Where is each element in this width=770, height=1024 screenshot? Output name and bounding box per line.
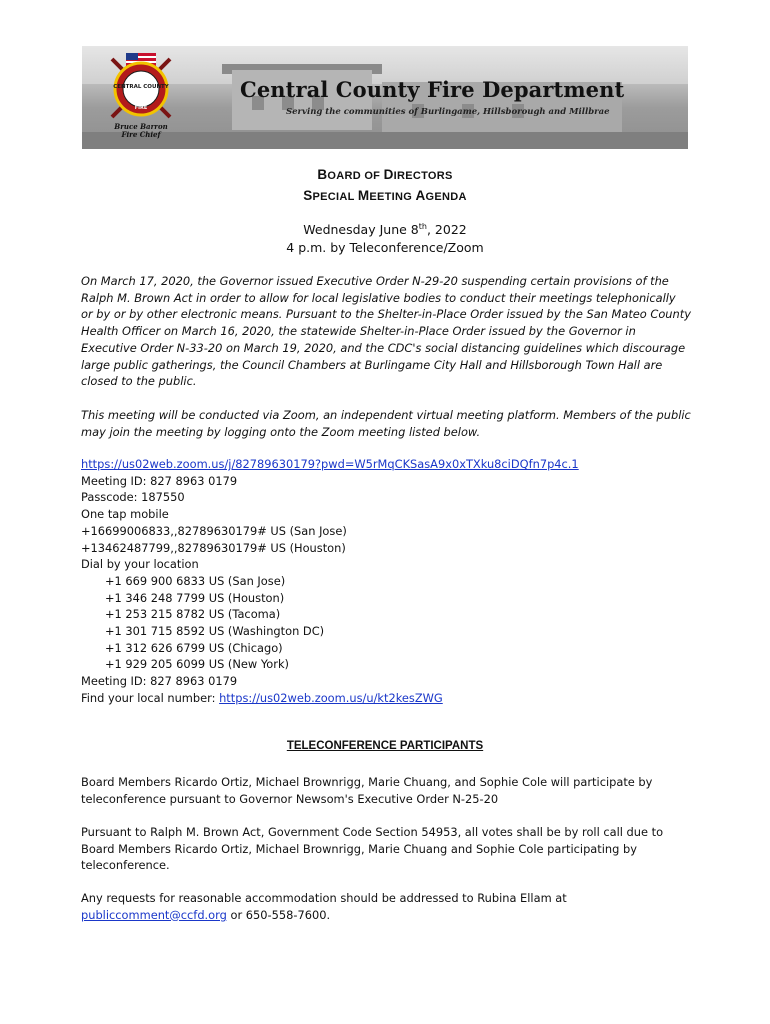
special-meeting-agenda-heading: SPECIAL MEETING AGENDA <box>303 188 467 203</box>
participants-heading: TELECONFERENCE PARTICIPANTS <box>286 740 484 752</box>
chief-caption <box>96 123 186 139</box>
board-of-directors-heading: BOARD OF DIRECTORS <box>317 167 453 182</box>
dial-number: +1 312 626 6799 US (Chicago) <box>105 640 283 655</box>
paragraph-line: may join the meeting by logging onto the Zoom meeting listed below. <box>81 424 481 439</box>
paragraph-line: teleconference pursuant to Governor Newsom's Executive Order N-25-20 <box>81 791 499 806</box>
find-local-link[interactable]: https://us02web.zoom.us/u/kt2kesZWG <box>219 690 443 705</box>
header-banner <box>82 46 688 149</box>
accommodation-phone: or 650-558-7600. <box>226 907 331 922</box>
accommodation-text: Any requests for reasonable accommodation should be addressed to Rubina Ellam at <box>81 891 567 905</box>
dial-number: +1 253 215 8782 US (Tacoma) <box>105 607 281 622</box>
dial-number: +1 929 205 6099 US (New York) <box>105 657 289 672</box>
paragraph-line: This meeting will be conducted via Zoom, an independent virtual meeting platform. Members of the public <box>81 408 691 422</box>
find-local-number <box>81 690 693 707</box>
paragraph-line: Pursuant to Ralph M. Brown Act, Government Code Section 54953, all votes shall be by roll call due to <box>81 825 664 839</box>
one-tap-number: +13462487799,,82789630179# US (Houston) <box>81 540 346 555</box>
passcode: Passcode: 187550 <box>81 490 185 505</box>
chief-title: Fire Chief <box>121 130 161 139</box>
dial-number: +1 669 900 6833 US (San Jose) <box>105 573 286 588</box>
badge-top-text: CENTRAL COUNTY <box>113 84 169 90</box>
roll-call-paragraph <box>81 824 693 874</box>
meeting-id-repeat: Meeting ID: 827 8963 0179 <box>81 674 238 689</box>
paragraph-line: Ralph M. Brown Act in order to allow for local legislative bodies to conduct their meetings telephonically <box>81 290 676 305</box>
executive-order-paragraph <box>81 273 693 390</box>
meeting-id: Meeting ID: 827 8963 0179 <box>81 473 238 488</box>
public-comment-email-link[interactable]: publiccomment@ccfd.org <box>81 907 227 922</box>
paragraph-line: Health Officer on March 16, 2020, the statewide Shelter-in-Place Order issued by the Governor in <box>81 324 636 339</box>
dial-number: +1 301 715 8592 US (Washington DC) <box>105 624 325 639</box>
paragraph-line: or by or by other electronic means. Pursuant to the Shelter-in-Place Order issued by the San Mateo County <box>81 307 691 322</box>
paragraph-line: large public gatherings, the Council Chambers at Burlingame City Hall and Hillsborough Town Hall are <box>81 357 663 372</box>
dial-number: +1 346 248 7799 US (Houston) <box>105 590 285 605</box>
paragraph-line: teleconference. <box>81 858 170 873</box>
department-subtitle: Serving the communities of Burlingame, Hillsborough and Millbrae <box>286 107 610 117</box>
one-tap-number: +16699006833,,82789630179# US (San Jose) <box>81 523 347 538</box>
find-local-label: Find your local number: <box>81 690 220 705</box>
paragraph-line: Executive Order N-33-20 on March 19, 2020, and the CDC's social distancing guidelines which discourage <box>81 340 686 355</box>
one-tap-label: One tap mobile <box>81 507 169 522</box>
badge-bottom-text: FIRE <box>134 105 148 111</box>
zoom-details <box>81 456 693 707</box>
dial-label: Dial by your location <box>81 557 199 572</box>
participants-paragraph <box>81 774 693 807</box>
paragraph-line: closed to the public. <box>81 374 197 389</box>
paragraph-line: Board Members Ricardo Ortiz, Michael Brownrigg, Marie Chuang, and Sophie Cole will participate by <box>81 775 653 789</box>
paragraph-line: On March 17, 2020, the Governor issued Executive Order N-29-20 suspending certain provisions of the <box>81 274 669 288</box>
meeting-date: Wednesday June 8th, 2022 <box>303 222 467 238</box>
chief-name: Bruce Barron <box>114 122 168 131</box>
accommodation-paragraph <box>81 890 693 923</box>
zoom-notice-paragraph <box>81 407 693 440</box>
department-title: Central County Fire Department <box>240 77 625 102</box>
fire-department-badge-icon <box>102 51 180 123</box>
zoom-meeting-link[interactable]: https://us02web.zoom.us/j/82789630179?pwd=W5rMqCKSasA9x0xTXku8ciDQfn7p4c.1 <box>81 457 579 471</box>
paragraph-line: Board Members Ricardo Ortiz, Michael Brownrigg, Marie Chuang and Sophie Cole participating by <box>81 841 637 856</box>
meeting-time: 4 p.m. by Teleconference/Zoom <box>286 240 484 255</box>
